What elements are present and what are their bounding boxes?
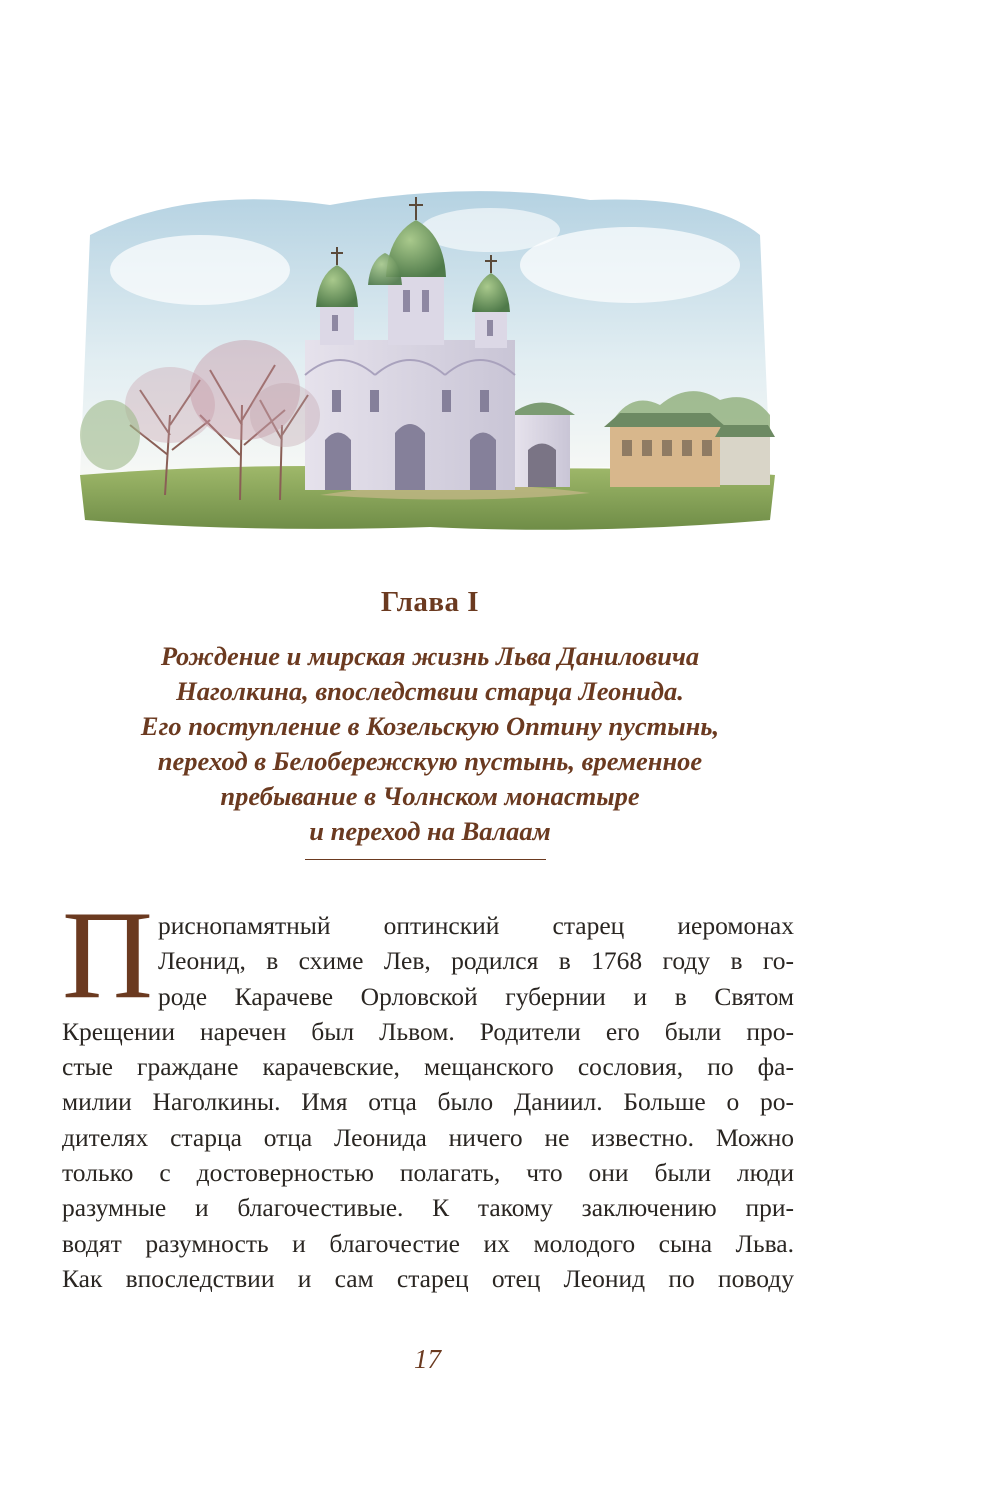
body-line: водят разумность и благочестие их молодого сына Льва. xyxy=(62,1228,794,1258)
body-line: дителях старца отца Леонида ничего не известно. Можно xyxy=(62,1122,794,1152)
body-line: Леонид, в схиме Лев, родился в 1768 году в го- xyxy=(158,946,794,976)
chapter-divider xyxy=(305,859,546,860)
body-line: риснопамятный оптинский старец иеромонах xyxy=(158,911,794,940)
subtitle-line: Наголкина, впоследствии старца Леонида. xyxy=(176,676,684,706)
drop-cap: П xyxy=(62,886,153,1025)
cathedral-illustration xyxy=(70,175,780,535)
subtitle-line: и переход на Валаам xyxy=(309,816,551,846)
subtitle-line: пребывание в Чолнском монастыре xyxy=(220,781,640,811)
chapter-subtitle xyxy=(90,639,770,849)
body-line: милии Наголкины. Имя отца было Даниил. Больше о ро- xyxy=(62,1087,794,1117)
subtitle-line: Его поступление в Козельскую Оптину пустынь, xyxy=(140,711,720,741)
subtitle-line: переход в Белобережскую пустынь, временное xyxy=(157,746,703,776)
chapter-title: Глава I xyxy=(380,586,480,618)
body-paragraph xyxy=(62,886,794,1296)
body-line: стые граждане карачевские, мещанского сословия, по фа- xyxy=(62,1052,794,1082)
page-number: 17 xyxy=(414,1344,441,1374)
body-line: роде Карачеве Орловской губернии и в Святом xyxy=(158,981,794,1011)
subtitle-line: Рождение и мирская жизнь Льва Даниловича xyxy=(160,641,700,671)
body-line: разумные и благочестивые. К такому заключению при- xyxy=(62,1193,794,1223)
body-line: Как впоследствии и сам старец отец Леонид по поводу xyxy=(62,1263,794,1293)
body-line: только с достоверностью полагать, что они были люди xyxy=(62,1158,794,1188)
body-line: Крещении наречен был Львом. Родители его были про- xyxy=(62,1016,794,1046)
